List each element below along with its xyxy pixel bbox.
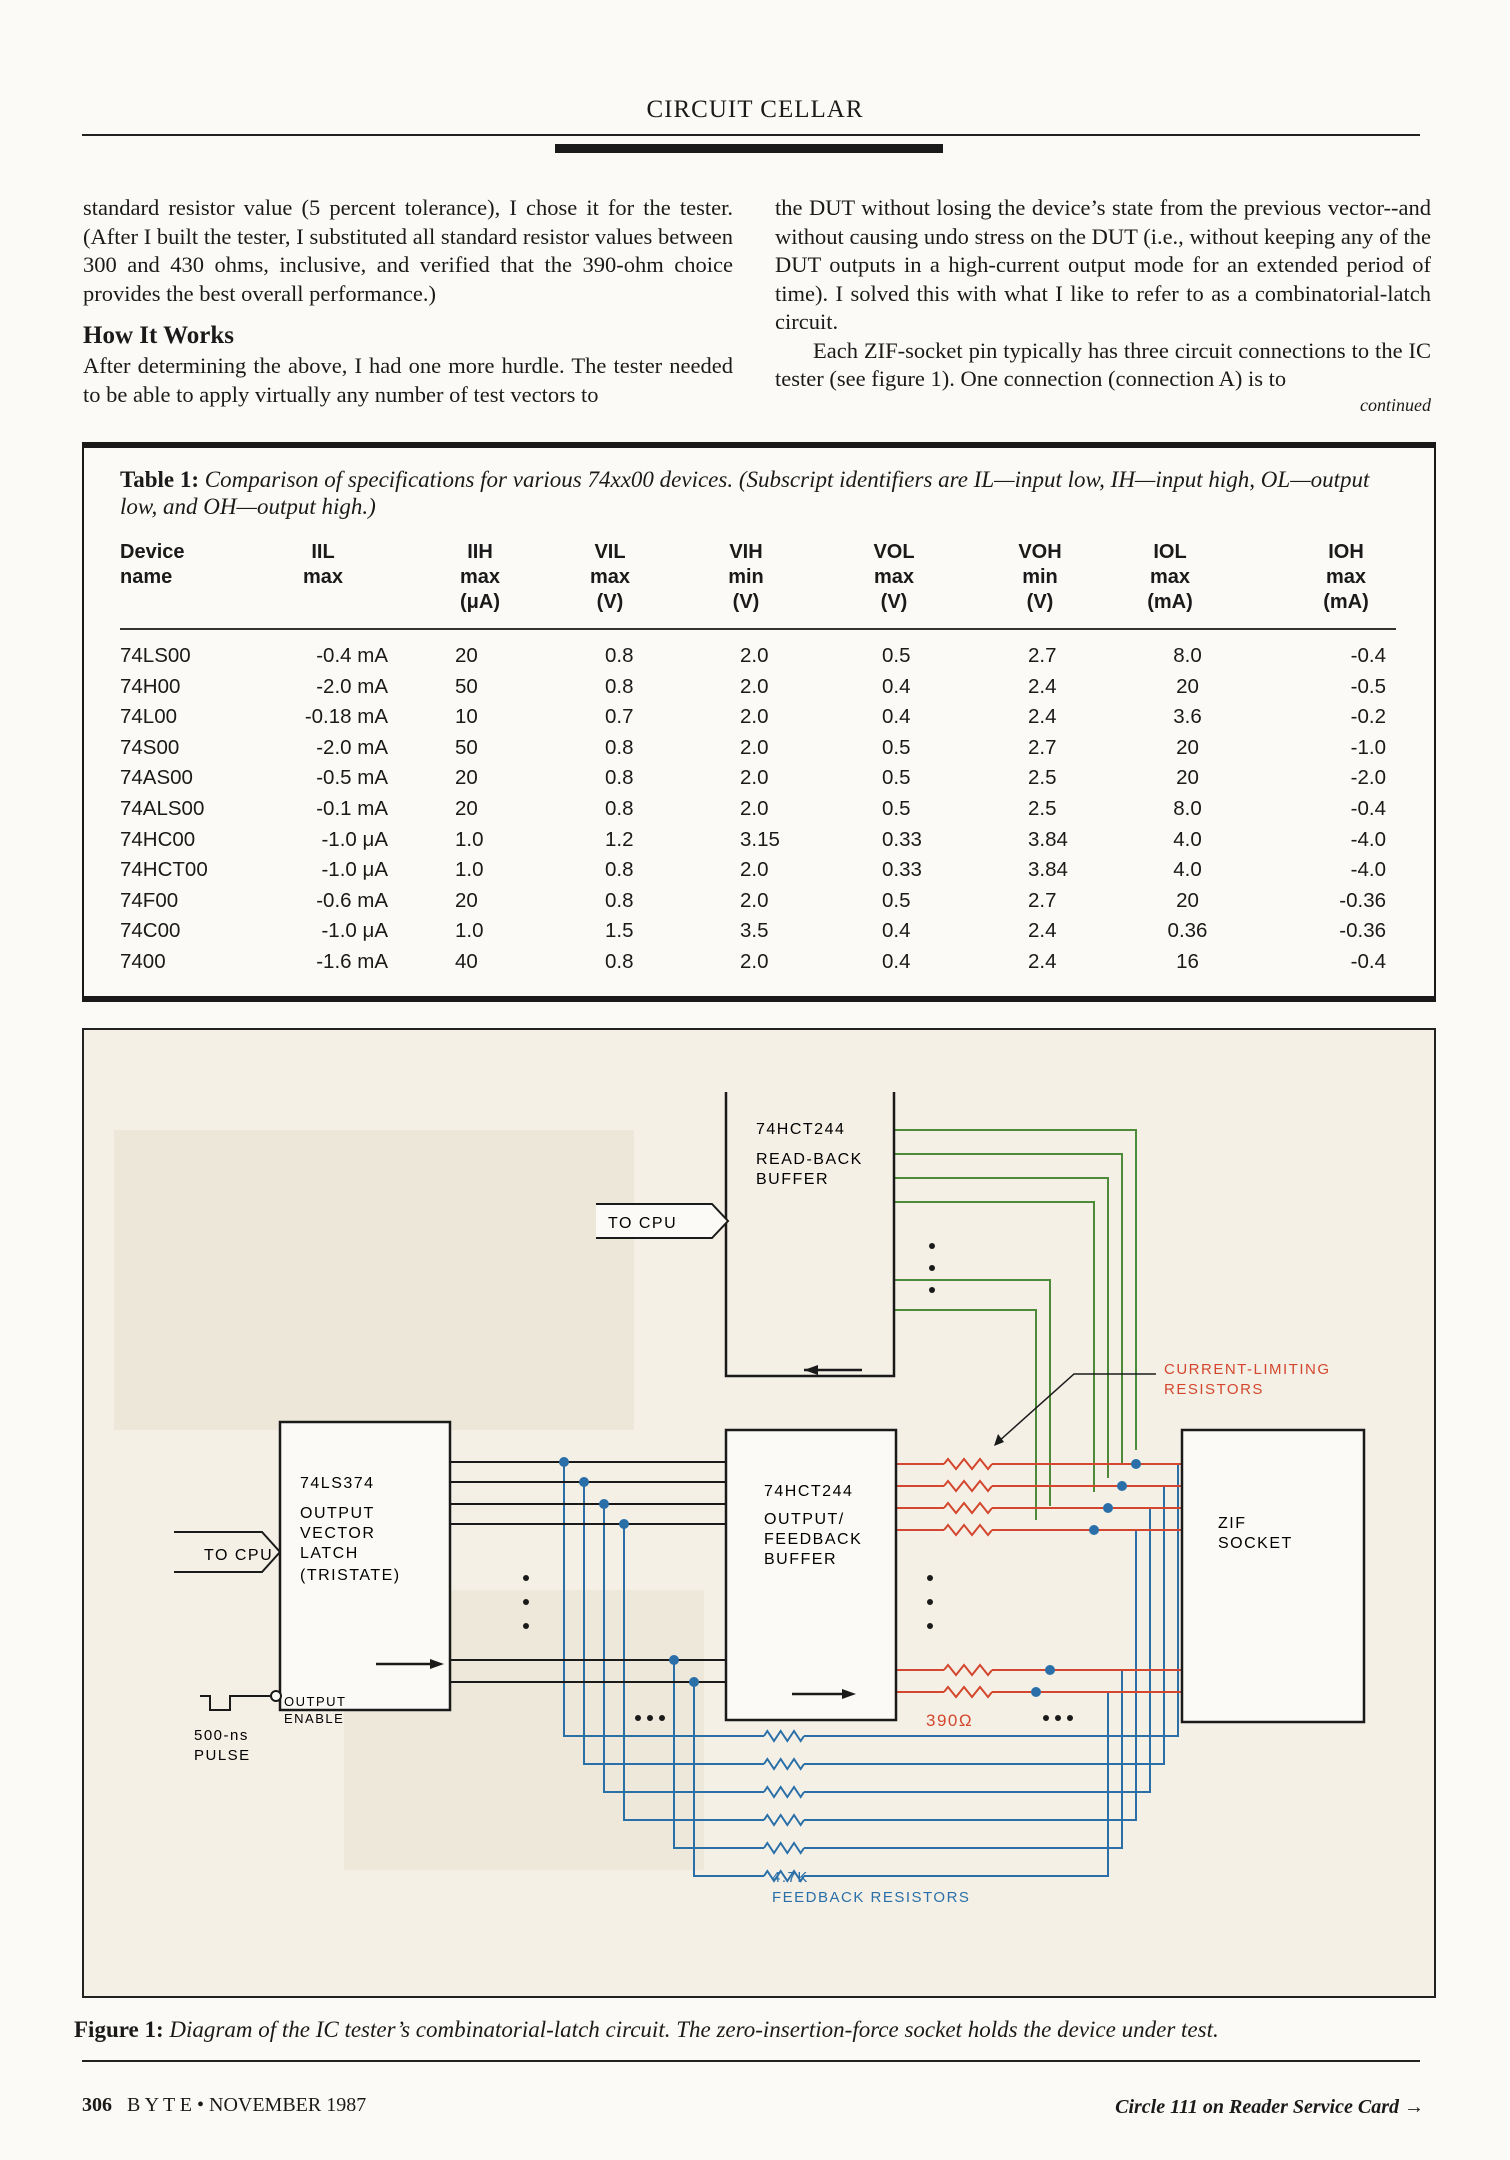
- table-cell: 10: [455, 705, 478, 729]
- table-cell: -0.18 mA: [304, 705, 388, 729]
- readback-wire: [894, 1178, 1108, 1478]
- table-header-line: [120, 590, 240, 615]
- to-cpu-label-top: TO CPU: [608, 1215, 678, 1232]
- current-limiting-label: CURRENT-LIMITING: [1164, 1361, 1331, 1378]
- pointer-line: [998, 1374, 1156, 1442]
- junction-dot: [559, 1457, 569, 1467]
- paragraph: After determining the above, I had one more hurdle. The tester needed to be able to apply virtually any number of test vectors to: [83, 353, 733, 407]
- table-column: [278, 641, 388, 978]
- ellipsis-dot: [929, 1265, 935, 1271]
- table-header-line: VOH: [1018, 541, 1062, 563]
- feedback-resistor: [764, 1731, 804, 1741]
- junction-dot: [619, 1519, 629, 1529]
- table-border-right: [1434, 442, 1436, 1002]
- junction-dot: [1131, 1459, 1141, 1469]
- table-header-line: max: [459, 566, 501, 588]
- table-header-line: [258, 590, 388, 615]
- table-header-line: Device: [120, 541, 185, 563]
- table-header-line: IIL: [311, 541, 335, 563]
- pulse-label: 500-ns: [194, 1727, 249, 1744]
- table-cell: 20: [455, 766, 478, 790]
- junction-dot: [689, 1677, 699, 1687]
- table-cell: -0.6 mA: [316, 888, 388, 912]
- table-cell: -0.2: [1350, 705, 1386, 729]
- column-left: [83, 194, 733, 409]
- feedback-buffer-label: 74HCT244: [764, 1483, 854, 1500]
- table-column: [1028, 641, 1068, 978]
- table-column: [1310, 641, 1386, 978]
- table-header-line: name: [120, 566, 173, 588]
- table-header-cell: [440, 540, 520, 615]
- table-cell: 0.4: [882, 919, 911, 943]
- table-header-line: max: [1325, 566, 1367, 588]
- table-cell: 1.0: [455, 858, 484, 882]
- table-cell: 0.8: [605, 674, 634, 698]
- readback-buffer-label: READ-BACK: [756, 1151, 863, 1168]
- table-header-line: (V): [1026, 591, 1054, 613]
- table-cell: 7400: [120, 949, 166, 973]
- table-caption-text: Comparison of specifications for various 74xx00 devices. (Subscript identifiers are IL—input low, IH—input high, OL—output low, and OH—output high.): [120, 467, 1370, 519]
- table-cell: 8.0: [1173, 644, 1202, 667]
- table-header-line: (V): [732, 591, 760, 613]
- table-header-line: VIL: [594, 541, 626, 563]
- table-cell: 0.33: [882, 858, 922, 882]
- feedback-resistor: [764, 1815, 804, 1825]
- header-rule: [82, 134, 1420, 136]
- table-cell: 2.0: [740, 766, 769, 790]
- table-cell: 3.84: [1028, 858, 1068, 882]
- readback-wire: [894, 1202, 1094, 1492]
- table-cell: -0.5: [1350, 674, 1386, 698]
- table-header-line: (V): [596, 591, 624, 613]
- table-header-line: max: [302, 566, 344, 588]
- footer-left: [82, 2094, 366, 2117]
- table-cell: 16: [1176, 949, 1199, 973]
- table-cell: -0.1 mA: [316, 796, 388, 820]
- table-column: [455, 641, 484, 978]
- page-number: 306: [82, 2094, 112, 2116]
- section-heading: How It Works: [83, 322, 234, 349]
- table-cell: 2.4: [1028, 705, 1057, 729]
- table-cell: 4.0: [1173, 827, 1202, 851]
- table-cell: 3.84: [1028, 827, 1068, 851]
- table-cell: -4.0: [1350, 827, 1386, 851]
- table-cell: -1.0 μA: [321, 919, 388, 943]
- table-cell: 2.7: [1028, 644, 1057, 667]
- table-cell: 2.0: [740, 796, 769, 820]
- table-header-rule: [120, 628, 1396, 630]
- table-cell: 2.7: [1028, 735, 1057, 759]
- inversion-bubble: [271, 1691, 281, 1701]
- table-header-cell: [854, 540, 934, 615]
- ellipsis-dot: [929, 1243, 935, 1249]
- paragraph: Each ZIF-socket pin typically has three circuit connections to the IC tester (see figure 1). One connection (connection A) is to: [775, 337, 1431, 391]
- zif-label: ZIF: [1218, 1515, 1247, 1532]
- table-cell: 2.0: [740, 735, 769, 759]
- ellipsis-dot: [929, 1287, 935, 1293]
- current-limiting-resistor: [944, 1687, 992, 1697]
- to-cpu-label-left: TO CPU: [204, 1547, 274, 1564]
- table-cell: 40: [455, 949, 478, 973]
- table-cell: 2.0: [740, 949, 769, 973]
- junction-dot: [599, 1499, 609, 1509]
- table-cell: 74LS00: [120, 644, 191, 667]
- table-header-line: (mA): [1323, 591, 1369, 613]
- figure-caption-text: Diagram of the IC tester’s combinatorial-latch circuit. The zero-insertion-force socket holds the device under test.: [169, 2017, 1219, 2042]
- junction-dot: [1031, 1687, 1041, 1697]
- table-cell: 20: [1176, 735, 1199, 759]
- latch-label: OUTPUT: [300, 1505, 375, 1522]
- current-limiting-resistor: [944, 1481, 992, 1491]
- paragraph: the DUT without losing the device’s state from the previous vector--and without causing undo stress on the DUT (i.e., without keeping any of the DUT outputs in a high-current output mode for an extended period of time). I solved this with what I like to refer to as a combinatorial-latch circuit.: [775, 195, 1431, 334]
- header-bar: [555, 144, 943, 153]
- latch-box: [280, 1422, 450, 1710]
- current-limiting-resistor: [944, 1525, 992, 1535]
- table-border-left: [82, 442, 84, 1002]
- table-cell: -0.4 mA: [316, 644, 388, 667]
- table-border-top: [82, 442, 1436, 448]
- table-cell: 74HCT00: [120, 858, 208, 882]
- table-header-cell: [258, 540, 388, 615]
- feedback-buffer-label: BUFFER: [764, 1551, 837, 1568]
- table-cell: 2.0: [740, 888, 769, 912]
- table-cell: 2.0: [740, 705, 769, 729]
- table-cell: 0.8: [605, 735, 634, 759]
- table-cell: 1.5: [605, 919, 634, 943]
- table-cell: 74L00: [120, 705, 178, 729]
- output-enable-label: OUTPUT: [284, 1694, 347, 1709]
- resistor-wires: [896, 1459, 1182, 1697]
- table-caption: [120, 466, 1380, 520]
- paragraph: standard resistor value (5 percent tolerance), I chose it for the tester. (After I built the tester, I substituted all standard resistor values between 300 and 430 ohms, inclusive, and verified that the 390-ohm choice provides the best overall performance.): [83, 195, 733, 306]
- pulse-waveform-icon: [200, 1696, 272, 1710]
- table-header-line: max: [589, 566, 631, 588]
- latch-label: (TRISTATE): [300, 1567, 401, 1584]
- readback-wire: [894, 1280, 1050, 1506]
- column-right: [775, 194, 1431, 416]
- latch-label: VECTOR: [300, 1525, 376, 1542]
- table-header-line: IOL: [1153, 541, 1187, 563]
- table-header-cell: [706, 540, 786, 615]
- junction-dot: [1117, 1481, 1127, 1491]
- table-cell: 2.7: [1028, 888, 1057, 912]
- table-cell: 3.6: [1173, 705, 1202, 729]
- table-header-line: IIH: [467, 541, 493, 563]
- table-cell: 0.8: [605, 888, 634, 912]
- table-cell: 2.4: [1028, 949, 1057, 973]
- arrow-left-icon: [804, 1365, 818, 1375]
- table-header-line: min: [1022, 566, 1058, 588]
- table-header-line: max: [873, 566, 915, 588]
- readback-wire: [894, 1310, 1036, 1520]
- table-cell: 20: [455, 796, 478, 820]
- table-header-line: VOL: [873, 541, 915, 563]
- table-cell: 0.4: [882, 705, 911, 729]
- table-cell: 0.5: [882, 766, 911, 790]
- table-cell: 20: [455, 644, 478, 667]
- resistor-value-label: 390Ω: [926, 1711, 974, 1730]
- reader-service-link: Circle 111 on Reader Service Card →: [1115, 2096, 1424, 2118]
- table-header-line: IOH: [1328, 541, 1364, 563]
- table-cell: -2.0: [1350, 766, 1386, 790]
- table-cell: 74F00: [120, 888, 179, 912]
- table-cell: 0.36: [1167, 919, 1208, 943]
- latch-label: LATCH: [300, 1545, 359, 1562]
- circuit-diagram: [84, 1030, 1434, 1996]
- feedback-buffer-label: OUTPUT/: [764, 1511, 845, 1528]
- table-cell: -1.6 mA: [316, 949, 388, 973]
- continued-label: continued: [1360, 394, 1431, 415]
- table-cell: -1.0: [1350, 735, 1386, 759]
- table-cell: -4.0: [1350, 858, 1386, 882]
- table-cell: 0.8: [605, 766, 634, 790]
- table-cell: 2.5: [1028, 766, 1057, 790]
- table-cell: -0.36: [1339, 888, 1386, 912]
- pulse-label: PULSE: [194, 1747, 251, 1764]
- table-cell: 74ALS00: [120, 796, 205, 820]
- table-cell: 2.4: [1028, 919, 1057, 943]
- table-column: [120, 641, 208, 978]
- table-cell: 3.15: [740, 827, 780, 851]
- table-cell: 0.33: [882, 827, 922, 851]
- table-column: [740, 641, 780, 978]
- readback-buffer-label: 74HCT244: [756, 1121, 846, 1138]
- table-cell: 20: [455, 888, 478, 912]
- table-cell: 4.0: [1173, 858, 1202, 882]
- running-header: CIRCUIT CELLAR: [646, 96, 864, 123]
- current-limiting-resistor: [944, 1459, 992, 1469]
- feedback-resistor: [764, 1759, 804, 1769]
- table-cell: 2.4: [1028, 674, 1057, 698]
- table-cell: 74S00: [120, 735, 180, 759]
- table-header-line: min: [728, 566, 764, 588]
- table-cell: 2.0: [740, 644, 769, 667]
- table-border-bottom: [82, 996, 1436, 1002]
- current-limiting-resistor: [944, 1503, 992, 1513]
- footer-rule: [82, 2060, 1420, 2062]
- table-column: [882, 641, 922, 978]
- bleed-through: [114, 1130, 634, 1430]
- table-column: [605, 641, 634, 978]
- readback-buffer-label: BUFFER: [756, 1171, 829, 1188]
- table-cell: 0.7: [605, 705, 634, 729]
- feedback-buffer-box: [726, 1430, 896, 1720]
- table-header-line: max: [1149, 566, 1191, 588]
- table-cell: 50: [455, 674, 478, 698]
- table-cell: 1.0: [455, 827, 484, 851]
- table-cell: 2.5: [1028, 796, 1057, 820]
- feedback-resistor-label: FEEDBACK RESISTORS: [772, 1889, 971, 1906]
- table-cell: 0.5: [882, 888, 911, 912]
- zif-label: SOCKET: [1218, 1535, 1293, 1552]
- table-header-cell: [1000, 540, 1080, 615]
- table-cell: -2.0 mA: [316, 735, 388, 759]
- table-cell: 0.5: [882, 644, 911, 667]
- pointer-arrowhead: [994, 1434, 1004, 1446]
- table-header-cell: [1296, 540, 1396, 615]
- figure-caption-label: Figure 1:: [74, 2017, 164, 2042]
- readback-wires: [894, 1130, 1136, 1520]
- table-cell: 20: [1176, 674, 1199, 698]
- table-cell: 0.8: [605, 858, 634, 882]
- table-cell: -0.4: [1350, 644, 1386, 667]
- table-cell: -0.5 mA: [316, 766, 388, 790]
- junction-dot: [579, 1477, 589, 1487]
- table-cell: 0.4: [882, 674, 911, 698]
- table-cell: 0.4: [882, 949, 911, 973]
- feedback-resistor: [764, 1843, 804, 1853]
- table-cell: 3.5: [740, 919, 769, 943]
- feedback-buffer-label: FEEDBACK: [764, 1531, 863, 1548]
- table-cell: 1.0: [455, 919, 484, 943]
- table-cell: 0.8: [605, 949, 634, 973]
- table-cell: 2.0: [740, 674, 769, 698]
- table-cell: 0.8: [605, 796, 634, 820]
- table-cell: 1.2: [605, 827, 634, 851]
- current-limiting-resistor: [944, 1665, 992, 1675]
- table-cell: 0.8: [605, 644, 634, 667]
- table-header-line: VIH: [729, 541, 763, 563]
- table-header-cell: [1130, 540, 1210, 615]
- table-cell: -0.36: [1339, 919, 1386, 943]
- table-cell: 0.5: [882, 735, 911, 759]
- junction-dot: [1103, 1503, 1113, 1513]
- table-header-cell: [570, 540, 650, 615]
- table-cell: -0.4: [1350, 949, 1386, 973]
- junction-dot: [1045, 1665, 1055, 1675]
- output-enable-label: ENABLE: [284, 1711, 345, 1726]
- table-header-line: (mA): [1147, 591, 1193, 613]
- current-limiting-label: RESISTORS: [1164, 1381, 1264, 1398]
- feedback-resistor-value: 4.7K: [772, 1869, 809, 1886]
- table-header-cell: [120, 540, 240, 615]
- table-cell: 74AS00: [120, 766, 193, 790]
- latch-label: 74LS374: [300, 1475, 375, 1492]
- junction-dot: [669, 1655, 679, 1665]
- table-cell: -1.0 μA: [321, 827, 388, 851]
- table-cell: 2.0: [740, 858, 769, 882]
- table-cell: -0.4: [1350, 796, 1386, 820]
- table-header-line: (V): [880, 591, 908, 613]
- table-cell: 8.0: [1173, 796, 1202, 820]
- magazine-name: B Y T E • NOVEMBER 1987: [127, 2094, 367, 2116]
- feedback-resistor: [764, 1787, 804, 1797]
- table-cell: 20: [1176, 888, 1199, 912]
- table-cell: 74H00: [120, 674, 181, 698]
- table-cell: 74HC00: [120, 827, 196, 851]
- zif-socket-box: [1182, 1430, 1364, 1722]
- table-header-line: (μA): [460, 591, 500, 613]
- table-cell: 74C00: [120, 919, 181, 943]
- figure-caption: [74, 2016, 1444, 2044]
- table-cell: 50: [455, 735, 478, 759]
- table-cell: 0.5: [882, 796, 911, 820]
- table-cell: -2.0 mA: [316, 674, 388, 698]
- table-cell: 20: [1176, 766, 1199, 790]
- junction-dot: [1089, 1525, 1099, 1535]
- table-column: [1150, 641, 1225, 978]
- table-cell: -1.0 μA: [321, 858, 388, 882]
- table-caption-label: Table 1:: [120, 467, 200, 492]
